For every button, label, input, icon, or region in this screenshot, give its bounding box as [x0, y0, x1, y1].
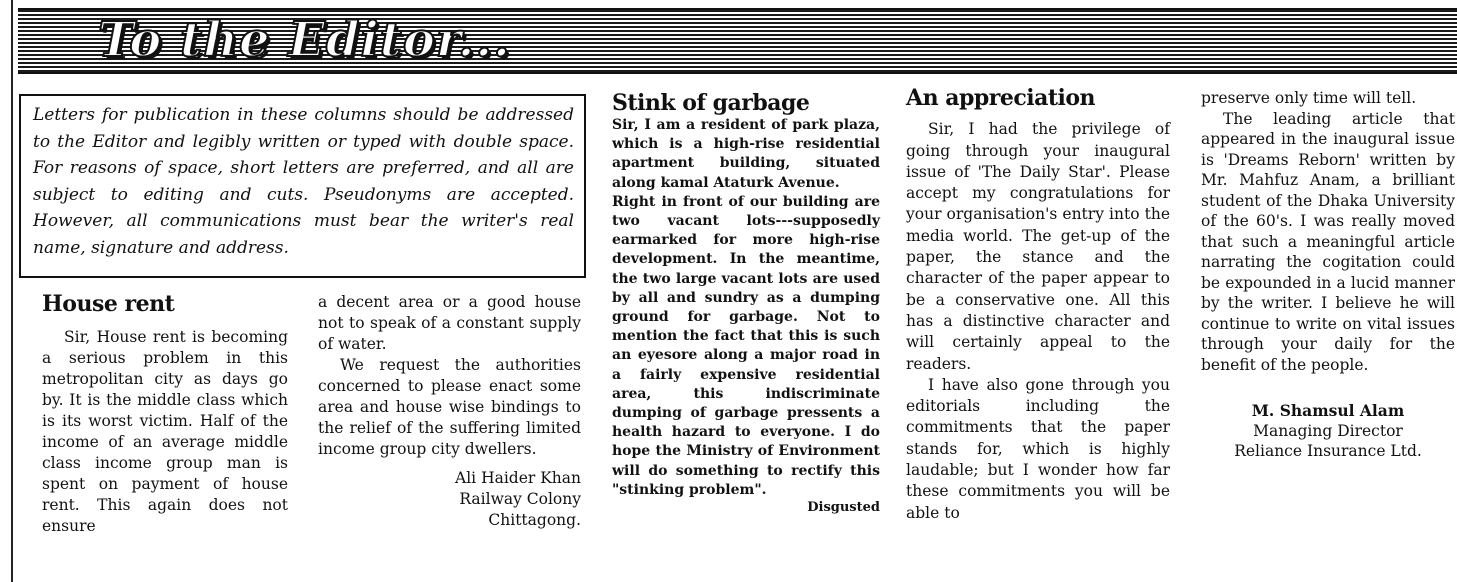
submission-notice: Letters for publication in these columns should be addressed to the Editor and legibly written or typed with double space. For reasons of space, short letters are preferred, and all are subject to editing and cuts. Pseudonyms are accepted. However, all communications must bear the writer's real name, signature and address.: [19, 94, 586, 278]
letter-house-rent-col1: [42, 291, 288, 537]
letter-paragraph: Sir, I am a resident of park plaza, which is a high-rise residential apartment building, situated along kamal Ataturk Avenue.: [612, 117, 880, 191]
letter-signature-line: Managing Director: [1253, 422, 1403, 440]
column-rule: [11, 0, 13, 582]
banner-title: To the Editor...: [98, 12, 511, 68]
letter-paragraph: Sir, House rent is becoming a serious problem in this metropolitan city as days go by. It is the middle class which is its worst victim. Half of the income of an average middle class income group man is spent on payment of house rent. This again does not ensure: [42, 328, 288, 535]
letter-signature-name: Ali Haider Khan: [455, 469, 581, 487]
letter-signature-line: Chittagong.: [488, 511, 581, 529]
letter-house-rent-col2: [318, 292, 581, 531]
letter-signature-line: Railway Colony: [459, 490, 581, 508]
letter-signature-name: Disgusted: [807, 500, 880, 516]
letter-paragraph: We request the authorities concerned to please enact some area and house wise bindings to the relief of the suffering limited income group city dwellers.: [318, 356, 581, 458]
letter-stink-of-garbage: [612, 90, 880, 516]
letter-paragraph: Sir, I had the privilege of going through your inaugural issue of 'The Daily Star'. Please accept my congratulations for your organisation's entry into the media world. The get-up of the paper, the stance and the character of the paper appear to be a conservative one. All this has a distinctive character and will certainly appeal to the readers.: [906, 120, 1170, 373]
letter-paragraph: I have also gone through you editorials including the commitments that the paper stands for, which is highly laudable; but I wonder how far these commitments you will be able to: [906, 375, 1170, 522]
letter-paragraph: a decent area or a good house not to speak of a constant supply of water.: [318, 293, 581, 353]
letter-appreciation-col2: [1201, 88, 1455, 461]
letter-heading: Stink of garbage: [612, 90, 810, 116]
letter-signature-name: M. Shamsul Alam: [1251, 401, 1405, 420]
letter-heading: House rent: [42, 291, 175, 317]
letter-signature-line: Reliance Insurance Ltd.: [1234, 442, 1422, 460]
letter-appreciation-col1: [906, 85, 1170, 524]
letter-paragraph: preserve only time will tell.: [1201, 89, 1417, 107]
section-banner: [18, 8, 1457, 74]
letter-paragraph: The leading article that appeared in the inaugural issue is 'Dreams Reborn' written by Mr. Mahfuz Anam, a brilliant student of the Dhaka University of the 60's. I was really moved that such a meaningful article narrating the cogitation could be expounded in a lucid manner by the writer. I believe he will continue to write on vital issues through your daily for the benefit of the people.: [1201, 109, 1455, 374]
letter-paragraph: Right in front of our building are two vacant lots---supposedly earmarked for more high-rise development. In the meantime, the two large vacant lots are used by all and sundry as a dumping ground for garbage. Not to mention the fact that this is such an eyesore along a major road in a fairly expensive residential area, this indiscriminate dumping of garbage pressents a health hazard to everyone. I do hope the Ministry of Environment will do something to rectify this "stinking problem".: [612, 193, 880, 498]
letter-heading: An appreciation: [906, 85, 1096, 111]
